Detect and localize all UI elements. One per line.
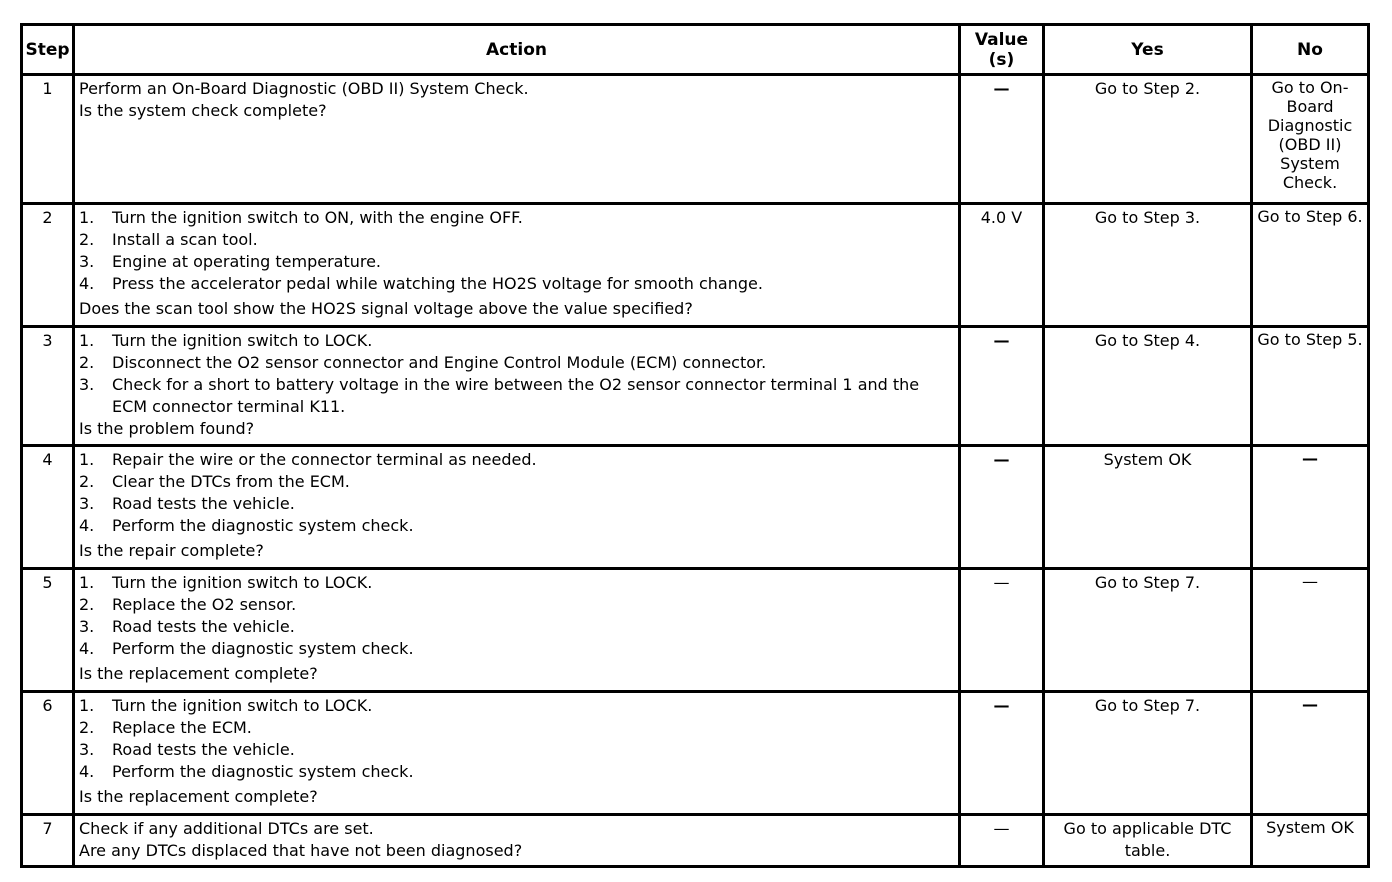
value-cell: — <box>960 692 1044 815</box>
action-item: 4. Perform the diagnostic system check. <box>79 639 414 658</box>
yes-cell: Go to Step 7. <box>1044 569 1252 692</box>
action-cell <box>74 692 960 815</box>
action-item: 3. Road tests the vehicle. <box>79 617 295 636</box>
action-item: 1. Turn the ignition switch to ON, with the engine OFF. <box>79 208 523 227</box>
no-cell: Go to Step 5. <box>1252 327 1369 446</box>
header-yes: Yes <box>1044 25 1252 75</box>
header-no: No <box>1252 25 1369 75</box>
header-step: Step <box>22 25 74 75</box>
value-cell: — <box>960 569 1044 692</box>
action-item: 2. Replace the O2 sensor. <box>79 595 297 614</box>
step-number: 6 <box>22 692 74 815</box>
no-cell: System OK <box>1252 815 1369 867</box>
table-row <box>22 569 1369 692</box>
action-item: 3. Check for a short to battery voltage in the wire between the O2 sensor connector terminal 1 and the ECM connector terminal K11. <box>79 375 920 416</box>
value-cell: — <box>960 815 1044 867</box>
diagnostic-table <box>20 23 1370 868</box>
no-cell: — <box>1252 446 1369 569</box>
value-cell: 4.0 V <box>960 204 1044 327</box>
yes-cell: Go to Step 3. <box>1044 204 1252 327</box>
action-cell <box>74 569 960 692</box>
table-row <box>22 75 1369 204</box>
action-item: 2. Clear the DTCs from the ECM. <box>79 472 350 491</box>
action-item: 3. Road tests the vehicle. <box>79 740 295 759</box>
no-cell: Go to On-Board Diagnostic (OBD II) System Check. <box>1252 75 1369 204</box>
step-number: 4 <box>22 446 74 569</box>
action-question: Are any DTCs displaced that have not been diagnosed? <box>79 841 523 860</box>
action-item: 3. Engine at operating temperature. <box>79 252 382 271</box>
action-item: 2. Install a scan tool. <box>79 230 258 249</box>
value-cell: — <box>960 75 1044 204</box>
action-cell <box>74 327 960 446</box>
value-cell: — <box>960 446 1044 569</box>
action-cell <box>74 815 960 867</box>
table-row <box>22 692 1369 815</box>
step-number: 3 <box>22 327 74 446</box>
action-question: Is the repair complete? <box>79 541 264 560</box>
header-row <box>22 25 1369 75</box>
header-action: Action <box>74 25 960 75</box>
action-cell <box>74 204 960 327</box>
action-line: Check if any additional DTCs are set. <box>79 819 374 838</box>
action-line: Perform an On-Board Diagnostic (OBD II) System Check. <box>79 79 529 98</box>
action-question: Is the replacement complete? <box>79 664 318 683</box>
value-cell: — <box>960 327 1044 446</box>
table-row <box>22 204 1369 327</box>
header-value: Value (s) <box>960 25 1044 75</box>
action-question: Is the problem found? <box>79 419 255 438</box>
yes-cell: Go to Step 7. <box>1044 692 1252 815</box>
action-item: 4. Perform the diagnostic system check. <box>79 762 414 781</box>
action-item: 4. Press the accelerator pedal while watching the HO2S voltage for smooth change. <box>79 274 763 293</box>
action-item: 3. Road tests the vehicle. <box>79 494 295 513</box>
step-number: 1 <box>22 75 74 204</box>
action-item: 1. Repair the wire or the connector terminal as needed. <box>79 450 537 469</box>
yes-cell: Go to Step 4. <box>1044 327 1252 446</box>
step-number: 7 <box>22 815 74 867</box>
action-item: 1. Turn the ignition switch to LOCK. <box>79 573 373 592</box>
yes-cell: Go to applicable DTC table. <box>1044 815 1252 867</box>
no-cell: — <box>1252 569 1369 692</box>
action-item: 2. Replace the ECM. <box>79 718 252 737</box>
action-question: Is the system check complete? <box>79 101 327 120</box>
action-item: 1. Turn the ignition switch to LOCK. <box>79 696 373 715</box>
step-number: 5 <box>22 569 74 692</box>
yes-cell: Go to Step 2. <box>1044 75 1252 204</box>
step-number: 2 <box>22 204 74 327</box>
action-cell <box>74 446 960 569</box>
action-question: Does the scan tool show the HO2S signal voltage above the value specified? <box>79 299 693 318</box>
action-item: 4. Perform the diagnostic system check. <box>79 516 414 535</box>
table-row <box>22 815 1369 867</box>
no-cell: — <box>1252 692 1369 815</box>
no-cell: Go to Step 6. <box>1252 204 1369 327</box>
action-question: Is the replacement complete? <box>79 787 318 806</box>
action-item: 2. Disconnect the O2 sensor connector and Engine Control Module (ECM) connector. <box>79 353 767 372</box>
table-row <box>22 327 1369 446</box>
table-row <box>22 446 1369 569</box>
action-item: 1. Turn the ignition switch to LOCK. <box>79 331 373 350</box>
action-cell <box>74 75 960 204</box>
yes-cell: System OK <box>1044 446 1252 569</box>
